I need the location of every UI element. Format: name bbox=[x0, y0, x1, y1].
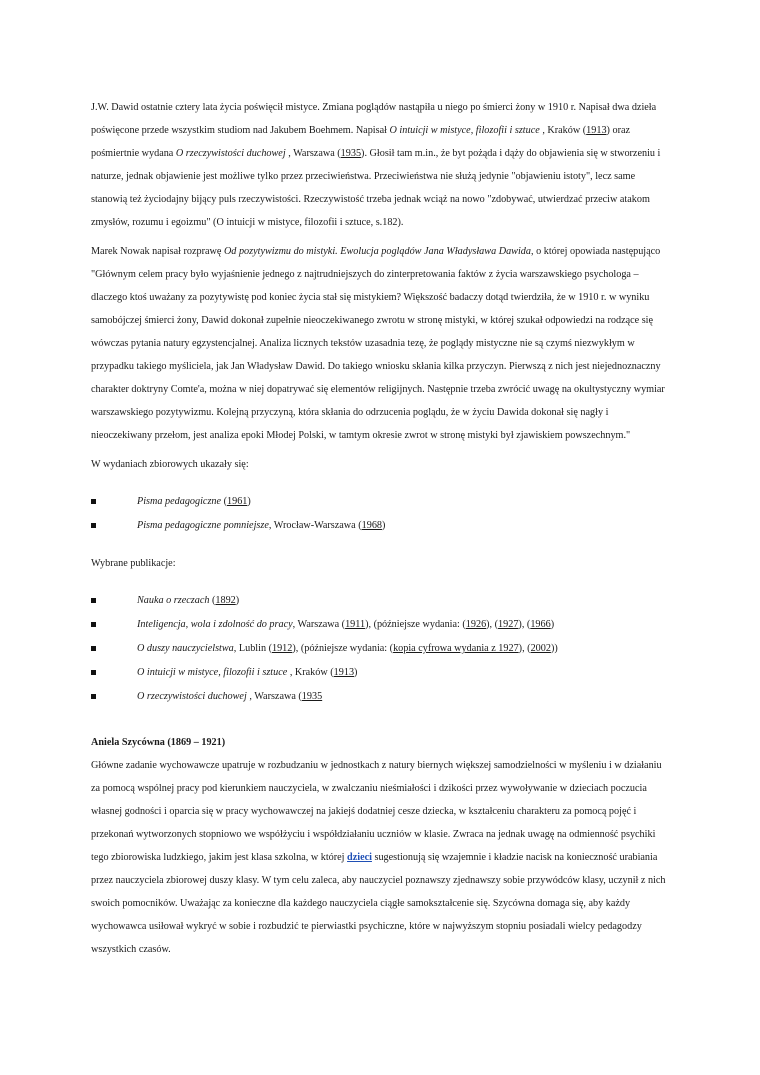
text: ) oraz pośmiertnie wydana bbox=[91, 125, 631, 159]
year-link[interactable]: 1961 bbox=[227, 496, 248, 507]
year-link[interactable]: 1927 bbox=[498, 619, 519, 630]
list-item bbox=[91, 589, 671, 613]
text: , o której opowiada następująco "Głównym celem pracy było wyjaśnienie jednego z najtrudniejszych do zinterpretowania faktów z życia warszawskiego psychologa – dlaczego ktoś uważany za pozytywistę pod koniec życia stał się mistykiem? Większość badaczy dotąd twierdziła, że w 1910 r. w wyniku samobójczej śmierci żony, Dawid dokonał zupełnie nieoczekiwanego zwrotu w stronę mistyki, w której szukał odpowiedzi na rodzące się wówczas pytania natury egzystencjalnej. Analiza licznych tekstów uzasadnia tezę, że poglądy mistyczne nie są czymś niezwykłym w przypadku takiego myśliciela, jak Jan Władysław Dawid. Do takiego wniosku skłania kilka przyczyn. Pierwszą z nich jest niejednoznaczny charakter doktryny Comte'a, można w niej dopatrywać się elementów religijnych. Następnie trzeba zwrócić uwagę na okultystyczny wymiar warszawskiego pozytywizmu. Kolejną przyczyną, która skłania do odrzucenia poglądu, że w życiu Dawida dokonał się nagły i nieoczekiwany przełom, jest analiza epoki Młodej Polski, w tamtym okresie zwrot w stronę mistyki był zjawiskiem powszechnym." bbox=[91, 246, 665, 441]
text: ), ( bbox=[486, 619, 499, 630]
selected-list bbox=[91, 589, 671, 709]
text: ) bbox=[382, 520, 386, 531]
collected-list bbox=[91, 490, 671, 538]
text: ( bbox=[209, 595, 216, 606]
book-title: Inteligencja, wola i zdolność do pracy bbox=[137, 619, 293, 630]
text: ( bbox=[221, 496, 227, 507]
text: , Kraków ( bbox=[539, 125, 587, 136]
bullet-icon bbox=[91, 598, 96, 603]
year-link[interactable]: 1911 bbox=[345, 619, 366, 630]
text: , Warszawa ( bbox=[246, 691, 302, 702]
list-item bbox=[91, 637, 671, 661]
dzieci-link[interactable]: dzieci bbox=[347, 852, 372, 863]
text: ), (późniejsze wydania: ( bbox=[292, 643, 394, 654]
bullet-icon bbox=[91, 694, 96, 699]
year-link[interactable]: 1935 bbox=[301, 691, 323, 702]
text: , Warszawa ( bbox=[292, 619, 346, 630]
text: ) bbox=[550, 619, 555, 630]
year-link[interactable]: 1913 bbox=[586, 125, 607, 136]
text: )) bbox=[550, 643, 558, 654]
selected-intro: Wybrane publikacje: bbox=[91, 558, 176, 569]
book-title: Pisma pedagogiczne pomniejsze bbox=[137, 520, 269, 531]
text: , Wrocław-Warszawa ( bbox=[268, 520, 362, 531]
book-title: Nauka o rzeczach bbox=[137, 595, 210, 606]
bullet-icon bbox=[91, 499, 96, 504]
book-title: O intuicji w mistyce, filozofii i sztuce bbox=[389, 125, 540, 136]
book-title: O rzeczywistości duchowej bbox=[137, 691, 247, 702]
year-link[interactable]: 1926 bbox=[465, 619, 487, 630]
text: Marek Nowak napisał rozprawę bbox=[91, 246, 224, 257]
collected-intro: W wydaniach zbiorowych ukazały się: bbox=[91, 459, 249, 470]
text: ), (późniejsze wydania: ( bbox=[365, 619, 466, 630]
year-link[interactable]: 1968 bbox=[361, 520, 382, 531]
text: sugestionują się wzajemnie i kładzie nacisk na konieczność urabiania przez nauczyciela zbiorowej duszy klasy. W tym celu zaleca, aby nauczyciel poznawszy zjednawszy sobie przywódców klasy, uczynił z nich swoich pomocników. Uważając za konieczne dla każdego nauczyciela ciągłe samokształcenie się. Szycówna domaga się, aby każdy wychowawca usiłował wykryć w sobie i rozbudzić te pierwiastki psychiczne, które w najwyższym stopniu posiadali wielcy pedagodzy wszystkich czasów. bbox=[91, 852, 666, 955]
book-title: Pisma pedagogiczne bbox=[137, 496, 222, 507]
text: J.W. Dawid ostatnie cztery lata życia poświęcił mistyce. Zmiana poglądów nastąpiła u niego po śmierci żony w 1910 r. Napisał dwa dzieła poświęcone przede wszystkim studiom nad Jakubem Boehmem. Napisał bbox=[91, 102, 657, 136]
section-heading: Aniela Szycówna (1869 – 1921) bbox=[91, 737, 226, 748]
text: Główne zadanie wychowawcze upatruje w rozbudzaniu w jednostkach z natury biernych większej samodzielności w myśleniu i w działaniu za pomocą wspólnej pracy pod kierunkiem nauczyciela, w zwalczaniu nieśmiałości i dzikości przez wywoływanie w dzieciach poczucia własnej godności i oparcia się w pracy wychowawczej na jakiejś dodatniej cesze dziecka, w kształceniu charakteru za pomocą pojęć i przekonań wytworzonych stopniowo we współżyciu i współdziałaniu uczniów w klasie. Zwraca na jednak uwagę na odmienność psychiki tego zbiorowiska ludzkiego, jakim jest klasa szkolna, w której bbox=[91, 760, 662, 863]
bullet-icon bbox=[91, 523, 96, 528]
list-item bbox=[91, 685, 671, 709]
bullet-icon bbox=[91, 670, 96, 675]
year-link[interactable]: 1912 bbox=[271, 643, 293, 654]
list-item bbox=[91, 490, 671, 514]
list-item bbox=[91, 661, 671, 685]
bullet-icon bbox=[91, 646, 96, 651]
text: ) bbox=[235, 595, 240, 606]
year-link[interactable]: 1892 bbox=[215, 595, 236, 606]
year-link[interactable]: 2002 bbox=[530, 643, 551, 654]
paragraph-nowak bbox=[91, 240, 671, 447]
text: , Warszawa ( bbox=[285, 148, 341, 159]
text: , Kraków ( bbox=[287, 667, 334, 678]
year-link[interactable]: 1966 bbox=[530, 619, 551, 630]
paragraph-mysticism bbox=[91, 96, 671, 234]
book-title: O rzeczywistości duchowej bbox=[175, 148, 286, 159]
year-link[interactable]: 1935 bbox=[340, 148, 362, 159]
text: ) bbox=[354, 667, 358, 678]
paragraph-szycowna bbox=[91, 754, 671, 961]
document-body bbox=[91, 96, 671, 961]
text: ), ( bbox=[518, 643, 531, 654]
book-title: O intuicji w mistyce, filozofii i sztuce bbox=[137, 667, 288, 678]
bullet-icon bbox=[91, 622, 96, 627]
book-title: O duszy nauczycielstwa bbox=[137, 643, 234, 654]
list-item bbox=[91, 613, 671, 637]
book-title: Od pozytywizmu do mistyki. Ewolucja poglądów Jana Władysława Dawida bbox=[223, 246, 531, 257]
year-link[interactable]: 1913 bbox=[333, 667, 355, 678]
text: , Lublin ( bbox=[233, 643, 272, 654]
text: ) bbox=[247, 496, 251, 507]
list-item bbox=[91, 514, 671, 538]
digital-copy-link[interactable]: kopia cyfrowa wydania z 1927 bbox=[393, 643, 519, 654]
text: ). Głosił tam m.in., że byt pożąda i dąży do objawienia się w stworzeniu i naturze, jednak objawienie jest możliwe tylko przez przeciwieństwa. Przeciwieństwa nie służą jedynie "objawieniu istoty", lecz same stanowią też życiodajny bijący puls rzeczywistości. Rzeczywistość trzeba jednak wciąż na nowo "zdobywać, utwierdzać przeciw atakom zmysłów, rozumu i egoizmu" (O intuicji w mistyce, filozofii i sztuce, s.182). bbox=[91, 148, 661, 228]
text: ), ( bbox=[518, 619, 531, 630]
